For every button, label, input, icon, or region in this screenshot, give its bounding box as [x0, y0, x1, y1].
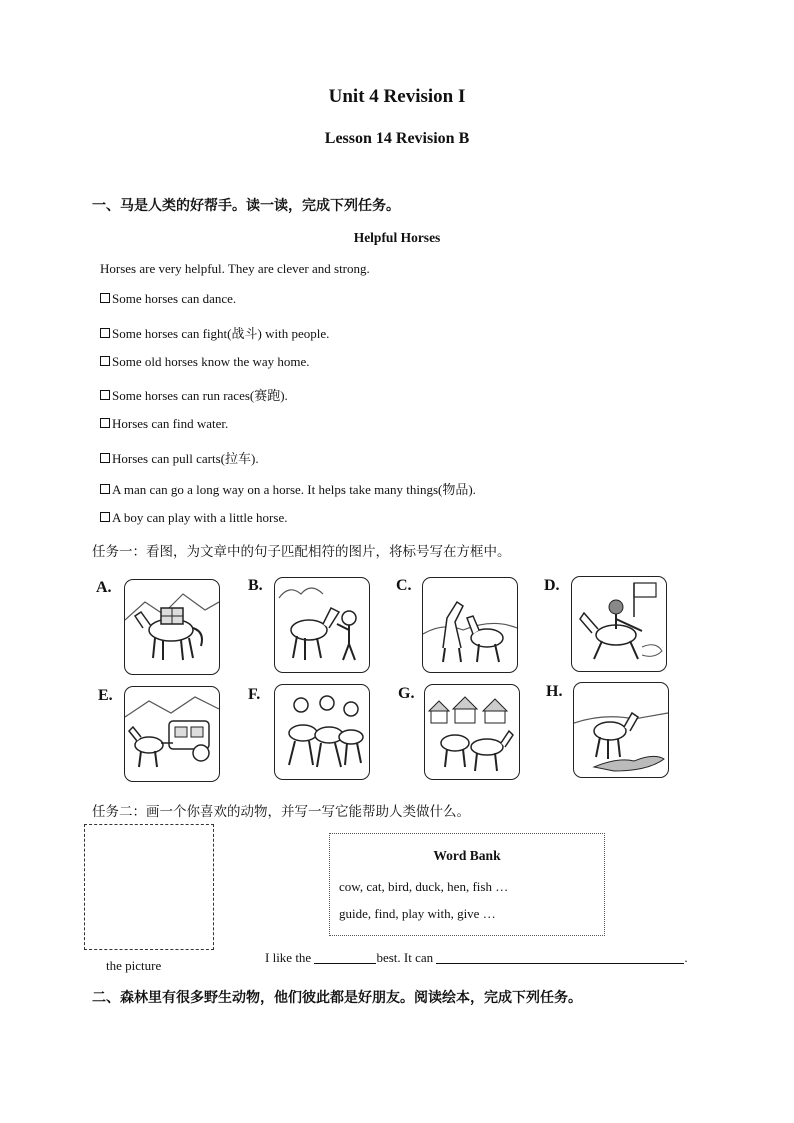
picture-letter: B.	[248, 577, 263, 594]
answer-box[interactable]	[100, 390, 110, 400]
answer-box[interactable]	[100, 328, 110, 338]
section-one-heading: 一、马是人类的好帮手。读一读，完成下列任务。	[92, 198, 400, 214]
picture-letter: C.	[396, 577, 412, 594]
picture-caption: the picture	[106, 958, 162, 973]
sentence-item: Some old horses know the way home.	[100, 354, 310, 370]
word-bank-title: Word Bank	[433, 848, 501, 863]
sentence-middle: best. It can	[376, 950, 434, 965]
horse-finding-water-icon	[573, 682, 669, 778]
horse-pulling-cart-icon	[124, 686, 220, 782]
sentence-item: Some horses can dance.	[100, 291, 236, 307]
fill-in-sentence	[265, 950, 688, 966]
picture-letter: H.	[546, 683, 563, 700]
answer-box[interactable]	[100, 453, 110, 463]
answer-box[interactable]	[100, 418, 110, 428]
story-intro: Horses are very helpful. They are clever and strong.	[100, 261, 370, 276]
picture-letter: E.	[98, 687, 113, 704]
horse-going-home-icon	[424, 684, 520, 780]
sentence-item: Some horses can fight(战斗) with people.	[100, 323, 329, 342]
picture-letter: D.	[544, 577, 560, 594]
sentence-item: Some horses can run races(赛跑).	[100, 385, 288, 404]
animal-blank[interactable]	[314, 951, 376, 964]
word-bank-verbs: guide, find, play with, give …	[339, 906, 496, 921]
sentence-item: Horses can pull carts(拉车).	[100, 448, 259, 467]
sentence-prefix: I like the	[265, 950, 312, 965]
drawing-area[interactable]	[84, 824, 214, 950]
picture-letter: A.	[96, 579, 112, 596]
ability-blank[interactable]	[436, 951, 684, 964]
boy-with-horse-icon	[274, 577, 370, 673]
lesson-title: Lesson 14 Revision B	[324, 130, 470, 147]
answer-box[interactable]	[100, 512, 110, 522]
sentence-end: .	[684, 950, 688, 965]
sentence-item: Horses can find water.	[100, 416, 228, 432]
horse-carrying-goods-icon	[124, 579, 220, 675]
warrior-on-horse-icon	[571, 576, 667, 672]
answer-box[interactable]	[100, 293, 110, 303]
answer-box[interactable]	[100, 484, 110, 494]
word-bank	[329, 833, 605, 936]
story-title: Helpful Horses	[353, 230, 441, 245]
sentence-item: A man can go a long way on a horse. It helps take many things(物品).	[100, 479, 476, 498]
task-two-instruction: 任务二：画一个你喜欢的动物，并写一写它能帮助人类做什么。	[92, 804, 470, 820]
picture-letter: F.	[248, 686, 261, 703]
unit-title: Unit 4 Revision I	[328, 86, 466, 107]
answer-box[interactable]	[100, 356, 110, 366]
section-two-heading: 二、森林里有很多野生动物，他们彼此都是好朋友。阅读绘本，完成下列任务。	[92, 990, 582, 1006]
dancing-horses-icon	[422, 577, 518, 673]
word-bank-animals: cow, cat, bird, duck, hen, fish …	[339, 879, 509, 894]
task-one-instruction: 任务一：看图，为文章中的句子匹配相符的图片，将标号写在方框中。	[92, 544, 511, 560]
picture-letter: G.	[398, 685, 415, 702]
sentence-item: A boy can play with a little horse.	[100, 510, 287, 526]
horse-race-icon	[274, 684, 370, 780]
